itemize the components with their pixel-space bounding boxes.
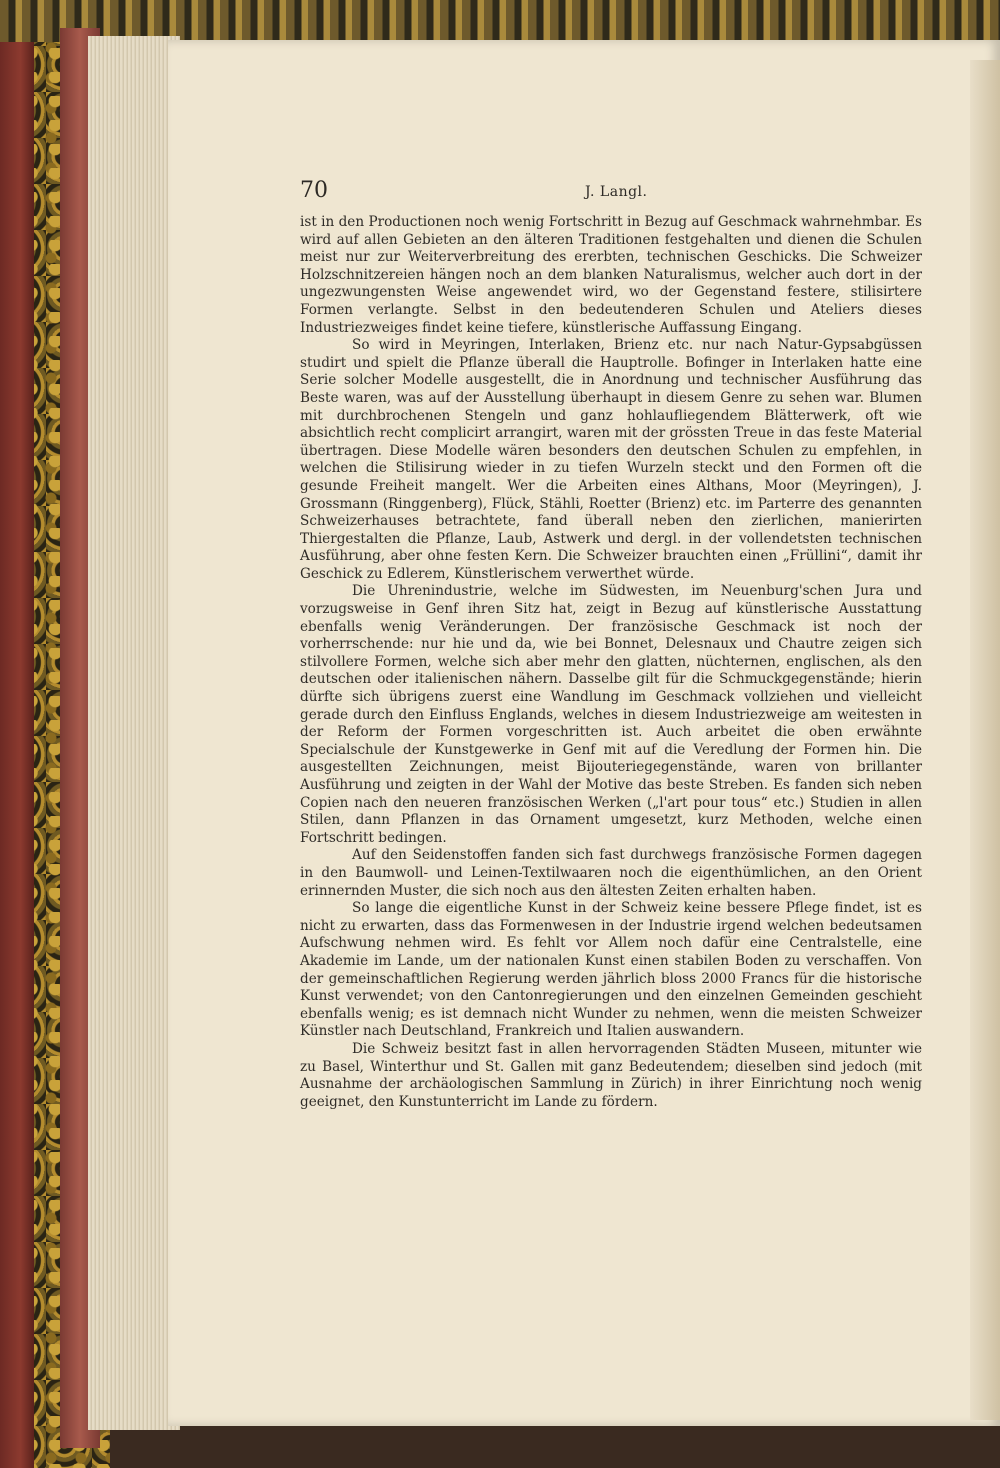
page-stack: [88, 36, 180, 1430]
paragraph-3: Die Uhrenindustrie, welche im Südwesten, im Neuenburg'schen Jura und vorzugsweise in Genf ihren Sitz hat, zeigt in Bezug auf künstlerische Ausstattung ebenfalls wenig Veränderungen. Der französische Geschmack ist noch der vorherrschende: nur hie und da, wie bei Bonnet, Delesnaux und Chautre zeigen sich stilvollere Formen, welche sich aber mehr den glatten, nüchternen, englischen, als den deutschen oder italienischen nähern. Dasselbe gilt für die Schmuckgegenstände; hierin dürfte sich übrigens zuerst eine Wandlung im Geschmack vollziehen und vielleicht gerade durch den Einfluss Englands, welches in diesem Industriezweige am weitesten in der Reform der Formen vorgeschritten ist. Auch arbeitet die oben erwähnte Specialschule der Kunstgewerke in Genf mit auf die Veredlung der Formen hin. Die ausgestellten Zeichnungen, meist Bijouteriegegenstände, waren von brillanter Ausführung und zeigten in der Wahl der Motive das beste Streben. Es fanden sich neben Copien nach den neueren französischen Werken („l'art pour tous“ etc.) Studien in allen Stilen, dann Pflanzen in das Ornament umgesetzt, kurz Methoden, welche einen Fortschritt bedingen.: [300, 583, 922, 846]
body-text: [300, 214, 922, 1111]
page-header: [300, 178, 920, 208]
paragraph-1: ist in den Productionen noch wenig Fortschritt in Bezug auf Geschmack wahrnehmbar. Es wird auf allen Gebieten an den älteren Traditionen festgehalten und dienen die Schulen meist nur zur Weiterverbreitung des ererbten, technischen Geschicks. Die Schweizer Holzschnitzereien hängen noch an dem blanken Naturalismus, welcher auch dort in der ungezwungensten Weise angewendet wird, wo der Gegenstand festere, stilisirtere Formen verlangte. Selbst in den bedeutenderen Schulen und Ateliers dieses Industriezweiges findet keine tiefere, künstlerische Auffassung Eingang.: [300, 214, 922, 336]
paragraph-2: So wird in Meyringen, Interlaken, Brienz etc. nur nach Natur-Gypsabgüssen studirt und spielt die Pflanze überall die Hauptrolle. Bofinger in Interlaken hatte eine Serie solcher Modelle ausgestellt, die in Anordnung und technischer Ausführung das Beste waren, was auf der Ausstellung überhaupt in diesem Genre zu sehen war. Blumen mit durchbrochenen Stengeln und ganz hohlaufliegendem Blätterwerk, oft wie absichtlich recht complicirt arrangirt, waren mit der grössten Treue in das feste Material übertragen. Diese Modelle wären besonders den deutschen Schulen zu empfehlen, in welchen die Stilisirung wieder in zu tiefen Wurzeln steckt und den Formen oft die gesunde Freiheit mangelt. Wer die Arbeiten eines Althans, Moor (Meyringen), J. Grossmann (Ringgenberg), Flück, Stähli, Roetter (Brienz) etc. im Parterre des genannten Schweizerhauses betrachtete, fand überall neben den zierlichen, manierirten Thiergestalten die Pflanze, Laub, Astwerk und dergl. in der vollendetsten technischen Ausführung, aber ohne festen Kern. Die Schweizer brauchten einen „Früllini“, damit ihr Geschick zu Edlerem, Künstlerischem verwerthet würde.: [300, 337, 922, 582]
running-head: J. Langl.: [585, 184, 648, 200]
right-page-edge: [970, 60, 1000, 1420]
book-spine: [0, 0, 34, 1468]
page-number: 70: [300, 178, 328, 203]
paragraph-4: Auf den Seidenstoffen fanden sich fast durchwegs französische Formen dagegen in den Baumwoll- und Leinen-Textilwaaren noch die eigenthümlichen, an den Orient erinnernden Muster, die sich noch aus den ältesten Zeiten erhalten haben.: [300, 847, 922, 899]
paragraph-5: So lange die eigentliche Kunst in der Schweiz keine bessere Pflege findet, ist es nicht zu erwarten, dass das Formenwesen in der Industrie irgend welchen bedeutsamen Aufschwung nehmen wird. Es fehlt vor Allem noch dafür eine Centralstelle, eine Akademie im Lande, um der nationalen Kunst einen stabilen Boden zu verschaffen. Von der gemeinschaftlichen Regierung werden jährlich bloss 2000 Francs für die historische Kunst verwendet; von den Cantonregierungen und den einzelnen Gemeinden geschieht ebenfalls wenig; es ist demnach nicht Wunder zu nehmen, wenn die meisten Schweizer Künstler nach Deutschland, Frankreich und Italien auswandern.: [300, 900, 922, 1040]
paragraph-6: Die Schweiz besitzt fast in allen hervorragenden Städten Museen, mitunter wie zu Basel, Winterthur und St. Gallen mit ganz Bedeutendem; dieselben sind jedoch (mit Ausnahme der archäologischen Sammlung in Zürich) in ihrer Einrichtung noch wenig geeignet, den Kunstunterricht im Lande zu fördern.: [300, 1040, 922, 1110]
